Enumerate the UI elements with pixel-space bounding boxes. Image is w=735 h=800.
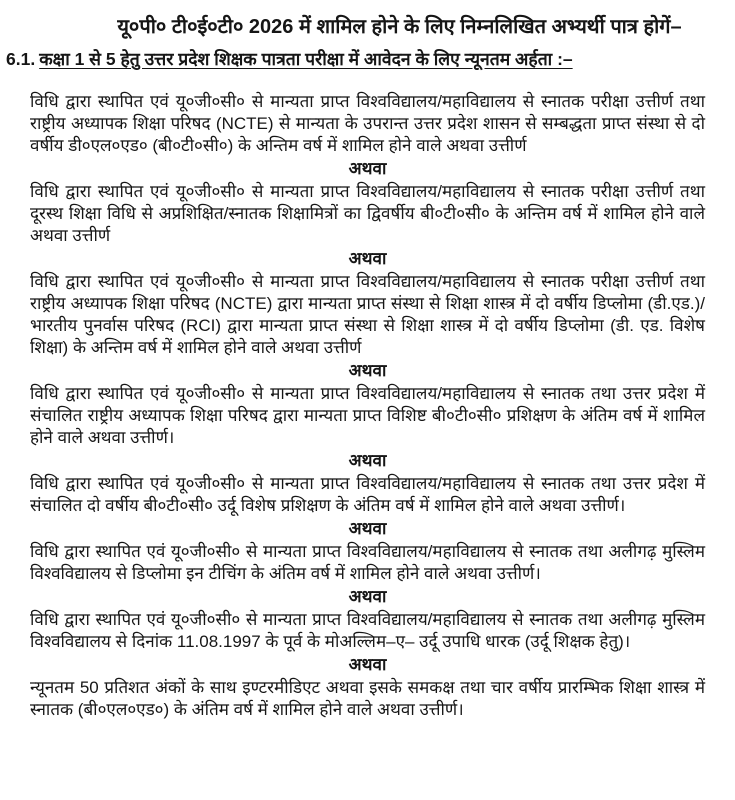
eligibility-list xyxy=(30,91,705,721)
or-separator: अथवा xyxy=(348,451,387,470)
eligibility-paragraph: विधि द्वारा स्थापित एवं यू०जी०सी० से मान्यता प्राप्त विश्वविद्यालय/महाविद्यालय से स्नातक परीक्षा उत्तीर्ण तथा दूरस्थ शिक्षा विधि से अप्रशिक्षित/स्नातक शिक्षामित्रों का द्विवर्षीय बी०टी०सी० के अन्तिम वर्ष में शामिल होने वाले अथवा उत्तीर्ण xyxy=(30,182,705,245)
eligibility-paragraph: न्यूनतम 50 प्रतिशत अंकों के साथ इण्टरमीडिएट अथवा इसके समकक्ष तथा चार वर्षीय प्रारम्भिक शिक्षा शास्त्र में स्नातक (बी०एल०एड०) के अंतिम वर्ष में शामिल होने वाले अथवा उत्तीर्ण। xyxy=(30,678,705,719)
eligibility-paragraph: विधि द्वारा स्थापित एवं यू०जी०सी० से मान्यता प्राप्त विश्वविद्यालय/महाविद्यालय से स्नातक परीक्षा उत्तीर्ण तथा राष्ट्रीय अध्यापक शिक्षा परिषद (NCTE) द्वारा मान्यता प्राप्त संस्था से शिक्षा शास्त्र में दो वर्षीय डिप्लोमा (डी.एड.)/भारतीय पुनर्वास परिषद (RCI) द्वारा मान्यता प्राप्त संस्था से शिक्षा शास्त्र में दो वर्षीय डिप्लोमा (डी. एड. विशेष शिक्षा) के अन्तिम वर्ष में शामिल होने वाले अथवा उत्तीर्ण xyxy=(30,272,705,357)
or-separator: अथवा xyxy=(348,159,387,178)
or-separator: अथवा xyxy=(348,361,387,380)
eligibility-paragraph: विधि द्वारा स्थापित एवं यू०जी०सी० से मान्यता प्राप्त विश्वविद्यालय/महाविद्यालय से स्नातक तथा उत्तर प्रदेश में संचालित राष्ट्रीय अध्यापक शिक्षा परिषद द्वारा मान्यता प्राप्त विशिष्ट बी०टी०सी० प्रशिक्षण के अंतिम वर्ष में शामिल होने वाले अथवा उत्तीर्ण। xyxy=(30,384,705,447)
eligibility-paragraph: विधि द्वारा स्थापित एवं यू०जी०सी० से मान्यता प्राप्त विश्वविद्यालय/महाविद्यालय से स्नातक तथा उत्तर प्रदेश में संचालित दो वर्षीय बी०टी०सी० उर्दू विशेष प्रशिक्षण के अंतिम वर्ष में शामिल होने वाले अथवा उत्तीर्ण। xyxy=(30,474,705,515)
section-heading xyxy=(6,47,705,71)
eligibility-paragraph: विधि द्वारा स्थापित एवं यू०जी०सी० से मान्यता प्राप्त विश्वविद्यालय/महाविद्यालय से स्नातक परीक्षा उत्तीर्ण तथा राष्ट्रीय अध्यापक शिक्षा परिषद (NCTE) से मान्यता के उपरान्त उत्तर प्रदेश शासन से सम्बद्धता प्राप्त संस्था से दो वर्षीय डी०एल०एड० (बी०टी०सी०) के अन्तिम वर्ष में शामिल होने वाले अथवा उत्तीर्ण xyxy=(30,92,705,155)
eligibility-paragraph: विधि द्वारा स्थापित एवं यू०जी०सी० से मान्यता प्राप्त विश्वविद्यालय/महाविद्यालय से स्नातक तथा अलीगढ़ मुस्लिम विश्वविद्यालय से डिप्लोमा इन टीचिंग के अंतिम वर्ष में शामिल होने वाले अथवा उत्तीर्ण। xyxy=(30,542,705,583)
document-title: यू०पी० टी०ई०टी० 2026 में शामिल होने के लिए निम्नलिखित अभ्यर्थी पात्र होगें– xyxy=(117,16,682,38)
section-number: 6.1. xyxy=(6,49,36,69)
or-separator: अथवा xyxy=(348,519,387,538)
or-separator: अथवा xyxy=(348,249,387,268)
or-separator: अथवा xyxy=(348,655,387,674)
eligibility-paragraph: विधि द्वारा स्थापित एवं यू०जी०सी० से मान्यता प्राप्त विश्वविद्यालय/महाविद्यालय से स्नातक तथा अलीगढ़ मुस्लिम विश्वविद्यालय से दिनांक 11.08.1997 के पूर्व के मोअल्लिम–ए– उर्दू उपाधि धारक (उर्दू शिक्षक हेतु)। xyxy=(30,610,705,651)
or-separator: अथवा xyxy=(348,587,387,606)
section-heading-text: कक्षा 1 से 5 हेतु उत्तर प्रदेश शिक्षक पात्रता परीक्षा में आवेदन के लिए न्यूनतम अर्हता :– xyxy=(39,49,573,69)
